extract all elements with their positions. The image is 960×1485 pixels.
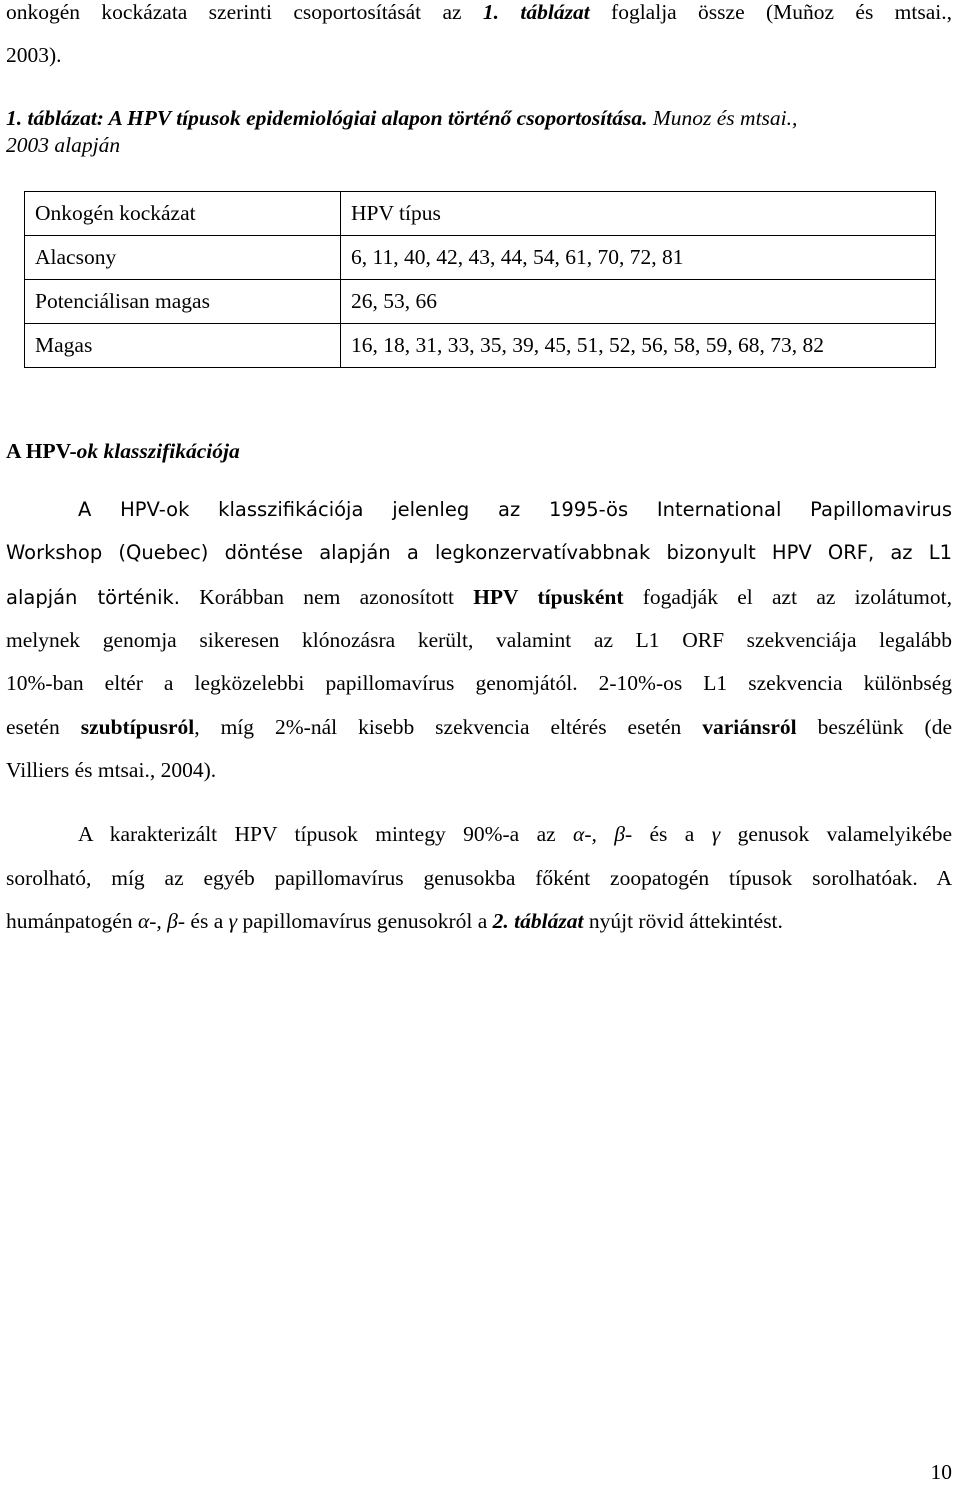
table-cell: 16, 18, 31, 33, 35, 39, 45, 51, 52, 56, 58, 59, 68, 73, 82	[341, 324, 936, 368]
table-cell: Alacsony	[25, 236, 341, 280]
intro-line-1: onkogén kockázata szerinti csoportosítását az 1. táblázat foglalja össze (Muñoz és mtsai.,	[6, 0, 952, 24]
paragraph-2-line-3: humánpatogén α-, β- és a γ papillomavírus genusokról a 2. táblázat nyújt rövid áttekintést.	[6, 909, 783, 933]
intro-line-2: 2003).	[6, 43, 62, 67]
paragraph-1-line-6: esetén szubtípusról, míg 2%-nál kisebb szekvencia eltérés esetén variánsról beszélünk (de	[6, 715, 953, 739]
table-row	[25, 324, 936, 368]
paragraph-1-line-5: 10%-ban eltér a legközelebbi papillomavírus genomjától. 2-10%-os L1 szekvencia különbség	[6, 671, 952, 695]
table-header-row	[25, 192, 936, 236]
section-heading: A HPV-ok klasszifikációja	[6, 439, 240, 463]
table-caption-line-1: 1. táblázat: A HPV típusok epidemiológiai alapon történő csoportosítása. Munoz és mtsai.,	[6, 106, 798, 130]
table-caption-line-2: 2003 alapján	[6, 133, 121, 157]
table-cell: Magas	[25, 324, 341, 368]
paragraph-1-line-2: Workshop (Quebec) döntése alapján a legkonzervatívabbnak bizonyult HPV ORF, az L1	[6, 541, 952, 564]
table-cell: 26, 53, 66	[341, 280, 936, 324]
paragraph-1-line-4: melynek genomja sikeresen klónozásra került, valamint az L1 ORF szekvenciája legalább	[6, 628, 952, 652]
paragraph-2-line-1: A karakterizált HPV típusok mintegy 90%-a az α-, β- és a γ genusok valamelyikébe	[78, 822, 952, 846]
table-cell: Potenciálisan magas	[25, 280, 341, 324]
paragraph-1-line-1: A HPV-ok klasszifikációja jelenleg az 1995-ös International Papillomavirus	[78, 498, 952, 521]
hpv-classification-table	[24, 191, 936, 368]
page-number: 10	[930, 1460, 952, 1484]
paragraph-1-line-7: Villiers és mtsai., 2004).	[6, 758, 217, 782]
table-row	[25, 280, 936, 324]
table-row	[25, 236, 936, 280]
paragraph-2-line-2: sorolható, míg az egyéb papillomavírus genusokba főként zoopatogén típusok sorolhatóak. A	[6, 866, 952, 890]
table-cell: 6, 11, 40, 42, 43, 44, 54, 61, 70, 72, 81	[341, 236, 936, 280]
paragraph-1-line-3: alapján történik. Korábban nem azonosított HPV típusként fogadják el azt az izolátumot,	[6, 585, 953, 609]
header-cell-risk: Onkogén kockázat	[25, 192, 341, 236]
header-cell-type: HPV típus	[341, 192, 936, 236]
